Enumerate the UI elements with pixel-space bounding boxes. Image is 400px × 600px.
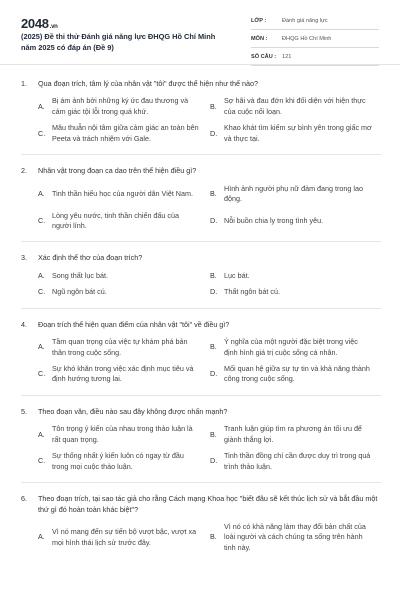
option-letter: D. (210, 456, 218, 466)
option-a[interactable] (38, 271, 210, 281)
option-letter: D. (210, 369, 218, 379)
option-text: Vì nó có khả năng làm thay đổi bản chất của loài người và cách chúng ta sống trên hành tinh này. (224, 521, 366, 552)
option-b[interactable] (210, 424, 382, 445)
option-letter: B. (210, 429, 217, 439)
option-letter: D. (210, 215, 218, 225)
option-d[interactable] (210, 364, 382, 385)
option-letter: C. (38, 215, 46, 225)
question-2 (21, 166, 381, 242)
option-text: Mâu thuẫn nội tâm giữa cảm giác an toàn bên Peeta và trách nhiệm với Gale. (52, 123, 199, 143)
question-4 (21, 320, 381, 396)
option-letter: C. (38, 369, 46, 379)
option-letter: D. (210, 287, 218, 297)
question-number: 3. (21, 253, 27, 263)
option-letter: A. (38, 188, 45, 198)
option-text: Sự thống nhất ý kiến luôn có ngay từ đầu trong mọi cuộc thảo luận. (52, 451, 184, 471)
question-text: Theo đoạn văn, điều nào sau đây không được nhấn mạnh? (38, 406, 228, 416)
question-divider (21, 395, 381, 396)
option-c[interactable] (38, 364, 210, 385)
question-divider (21, 482, 381, 483)
question-text: Đoạn trích thể hiện quan điểm của nhân vật "tôi" về điều gì? (38, 319, 230, 329)
option-text: Vì nó mang đến sự tiến bộ vượt bậc, vượt xa mọi hình thái lịch sử trước đây. (52, 527, 197, 547)
option-a[interactable] (38, 184, 210, 205)
question-divider (21, 308, 381, 309)
option-text: Hình ảnh người phụ nữ đảm đang trong lao động. (224, 183, 364, 204)
question-number: 1. (21, 79, 27, 88)
option-grid (38, 522, 381, 553)
option-grid (38, 424, 381, 472)
option-text: Tinh thần đồng chí cần được duy trì trong quá trình thảo luận. (224, 451, 371, 471)
option-text: Tinh thần hiếu học của người dân Việt Nam. (52, 188, 193, 198)
question-text: Nhân vật trong đoạn ca dao trên thể hiện điều gì? (38, 166, 197, 176)
option-grid (38, 96, 381, 144)
option-text: Song thất lục bát. (52, 270, 108, 280)
meta-value: ĐHQG Hồ Chí Minh (282, 36, 332, 43)
option-text: Nỗi buồn chia ly trong tình yêu. (224, 215, 324, 225)
option-text: Ngũ ngôn bát cú. (52, 287, 107, 297)
option-letter: A. (38, 342, 45, 352)
option-text: Sợ hãi và đau đớn khi đối diện với hiện thực của cuộc nổi loạn. (224, 96, 366, 116)
page-header (0, 0, 400, 64)
option-text: Khao khát tìm kiếm sự bình yên trong giấc mơ và thực tại. (224, 123, 372, 143)
option-letter: B. (210, 270, 217, 280)
option-c[interactable] (38, 211, 210, 232)
question-text: Xác định thể thơ của đoạn trích? (38, 253, 143, 263)
question-divider (21, 241, 381, 242)
option-letter: A. (38, 429, 45, 439)
option-letter: C. (38, 456, 46, 466)
option-letter: B. (210, 188, 217, 198)
option-text: Tôn trọng ý kiến của nhau trong thảo luận là rất quan trọng. (52, 424, 193, 444)
meta-label: MÔN : (251, 36, 268, 43)
option-a[interactable] (38, 522, 210, 553)
option-letter: C. (38, 287, 46, 297)
option-text: Mối quan hệ giữa sự tự tin và khả năng thành công trong cuộc sống. (224, 364, 370, 384)
option-text: Lòng yêu nước, tinh thần chiến đấu của người lính. (52, 210, 180, 230)
option-letter: A. (38, 270, 45, 280)
question-text: Qua đoạn trích, tâm lý của nhân vật "tôi" được thể hiện như thế nào? (38, 79, 259, 88)
question-number: 5. (21, 406, 27, 416)
option-text: Tranh luận giúp tìm ra phương án tối ưu để giành thắng lợi. (224, 424, 362, 444)
option-d[interactable] (210, 451, 382, 472)
question-number: 2. (21, 166, 27, 176)
question-number: 6. (21, 494, 27, 504)
exam-meta (251, 14, 379, 68)
option-letter: B. (210, 532, 217, 542)
question-6 (21, 494, 381, 553)
option-b[interactable] (210, 522, 382, 553)
option-text: Sự khó khăn trong việc xác định mục tiêu và định hướng tương lai. (52, 364, 194, 384)
option-c[interactable] (38, 287, 210, 297)
option-letter: D. (210, 128, 218, 138)
option-b[interactable] (210, 96, 382, 117)
option-text: Ý nghĩa của một người đặc biệt trong việc định hình giá trị cuộc sống cá nhân. (224, 337, 358, 357)
option-letter: A. (38, 532, 45, 542)
meta-row-class (251, 14, 379, 30)
question-divider (21, 154, 381, 155)
option-b[interactable] (210, 271, 382, 281)
option-b[interactable] (210, 184, 382, 205)
meta-value: Đánh giá năng lực (282, 18, 328, 25)
meta-value: 121 (282, 54, 292, 61)
option-b[interactable] (210, 337, 382, 358)
meta-row-subject (251, 32, 379, 48)
exam-title: (2025) Đề thi thử Đánh giá năng lực ĐHQG Hồ Chí Minh năm 2025 có đáp án (Đề 9) (21, 32, 216, 52)
option-grid (38, 184, 381, 232)
option-letter: B. (210, 101, 217, 111)
meta-label: LỚP : (251, 18, 267, 25)
question-3 (21, 253, 381, 308)
meta-label: SỐ CÂU : (251, 54, 277, 61)
option-letter: B. (210, 342, 217, 352)
option-grid (38, 337, 381, 385)
option-d[interactable] (210, 123, 382, 144)
option-text: Thất ngôn bát cú. (224, 287, 280, 297)
question-1 (21, 79, 381, 155)
question-list (21, 79, 381, 564)
option-a[interactable] (38, 424, 210, 445)
option-a[interactable] (38, 96, 210, 117)
option-c[interactable] (38, 451, 210, 472)
option-text: Bị ám ảnh bởi những ký ức đau thương và cảm giác tội lỗi trong quá khứ. (52, 96, 189, 116)
option-d[interactable] (210, 211, 382, 232)
question-number: 4. (21, 319, 27, 329)
option-d[interactable] (210, 287, 382, 297)
logo-text: 2048 (21, 16, 49, 31)
option-text: Tầm quan trọng của việc tự khám phá bản thân trong cuộc sống. (52, 337, 188, 357)
option-text: Lục bát. (224, 270, 250, 280)
option-a[interactable] (38, 337, 210, 358)
header-divider (0, 64, 400, 65)
question-5 (21, 407, 381, 483)
option-grid (38, 271, 381, 298)
question-text: Theo đoạn trích, tại sao tác giả cho rằng Cách mạng Khoa học "biết đâu sẽ kết thúc lịch sử và bắt đầu một thứ gì đó hoàn toàn khác biệt"? (38, 494, 378, 514)
logo-suffix: .vn (49, 24, 58, 30)
option-letter: C. (38, 128, 46, 138)
option-c[interactable] (38, 123, 210, 144)
option-letter: A. (38, 101, 45, 111)
